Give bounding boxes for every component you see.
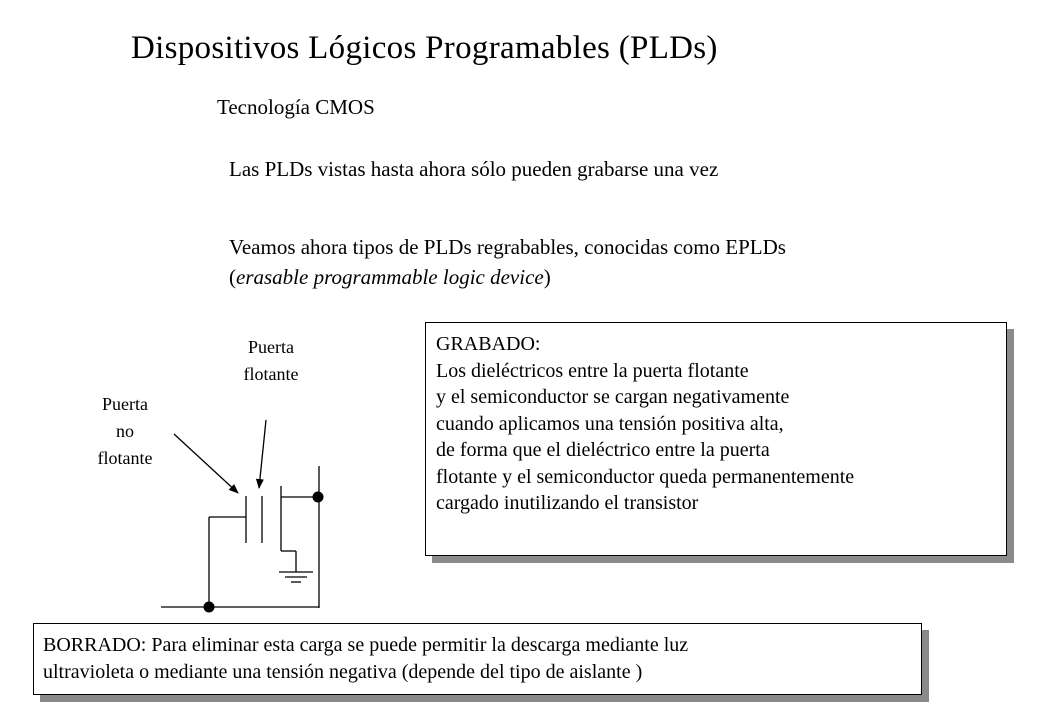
slide-title: Dispositivos Lógicos Programables (PLDs) bbox=[131, 30, 718, 66]
nonfloating-gate-arrow bbox=[174, 434, 238, 493]
grabado-line: y el semiconductor se cargan negativamente bbox=[436, 386, 790, 408]
source-node-dot bbox=[204, 602, 215, 613]
nonfloating-gate-label-line-3: flotante bbox=[97, 448, 153, 468]
borrado-box bbox=[33, 623, 922, 695]
floating-gate-arrow bbox=[259, 420, 266, 488]
eplds-expansion: erasable programmable logic device bbox=[236, 265, 544, 289]
grabado-line: de forma que el dieléctrico entre la puerta bbox=[436, 439, 770, 461]
floating-gate-label-line-2: flotante bbox=[243, 364, 299, 384]
intro-line: Las PLDs vistas hasta ahora sólo pueden grabarse una vez bbox=[229, 157, 719, 181]
borrado-line-1 bbox=[43, 632, 921, 659]
grabado-box bbox=[425, 322, 1007, 556]
nonfloating-gate-label-line-2: no bbox=[116, 421, 134, 441]
borrado-line-1-rest: : Para eliminar esta carga se puede permitir la descarga mediante luz bbox=[140, 634, 689, 656]
grabado-line: Los dieléctricos entre la puerta flotante bbox=[436, 359, 749, 382]
borrado-line-2: ultravioleta o mediante una tensión negativa (depende del tipo de aislante ) bbox=[43, 660, 643, 683]
paren-open: ( bbox=[229, 265, 236, 289]
drain-node-dot bbox=[313, 492, 324, 503]
grabado-heading: GRABADO: bbox=[436, 333, 541, 355]
eplds-line-1: Veamos ahora tipos de PLDs regrabables, conocidas como EPLDs bbox=[229, 235, 786, 259]
floating-gate-label-line-1: Puerta bbox=[248, 337, 294, 357]
paren-close: ) bbox=[543, 265, 551, 289]
grabado-line: cargado inutilizando el transistor bbox=[436, 492, 699, 514]
nonfloating-gate-label-line-1: Puerta bbox=[102, 394, 148, 414]
slide-subtitle: Tecnología CMOS bbox=[217, 95, 375, 119]
borrado-heading: BORRADO bbox=[43, 634, 141, 656]
grabado-line: flotante y el semiconductor queda permanentemente bbox=[436, 465, 855, 488]
grabado-line: cuando aplicamos una tensión positiva alta, bbox=[436, 412, 784, 435]
